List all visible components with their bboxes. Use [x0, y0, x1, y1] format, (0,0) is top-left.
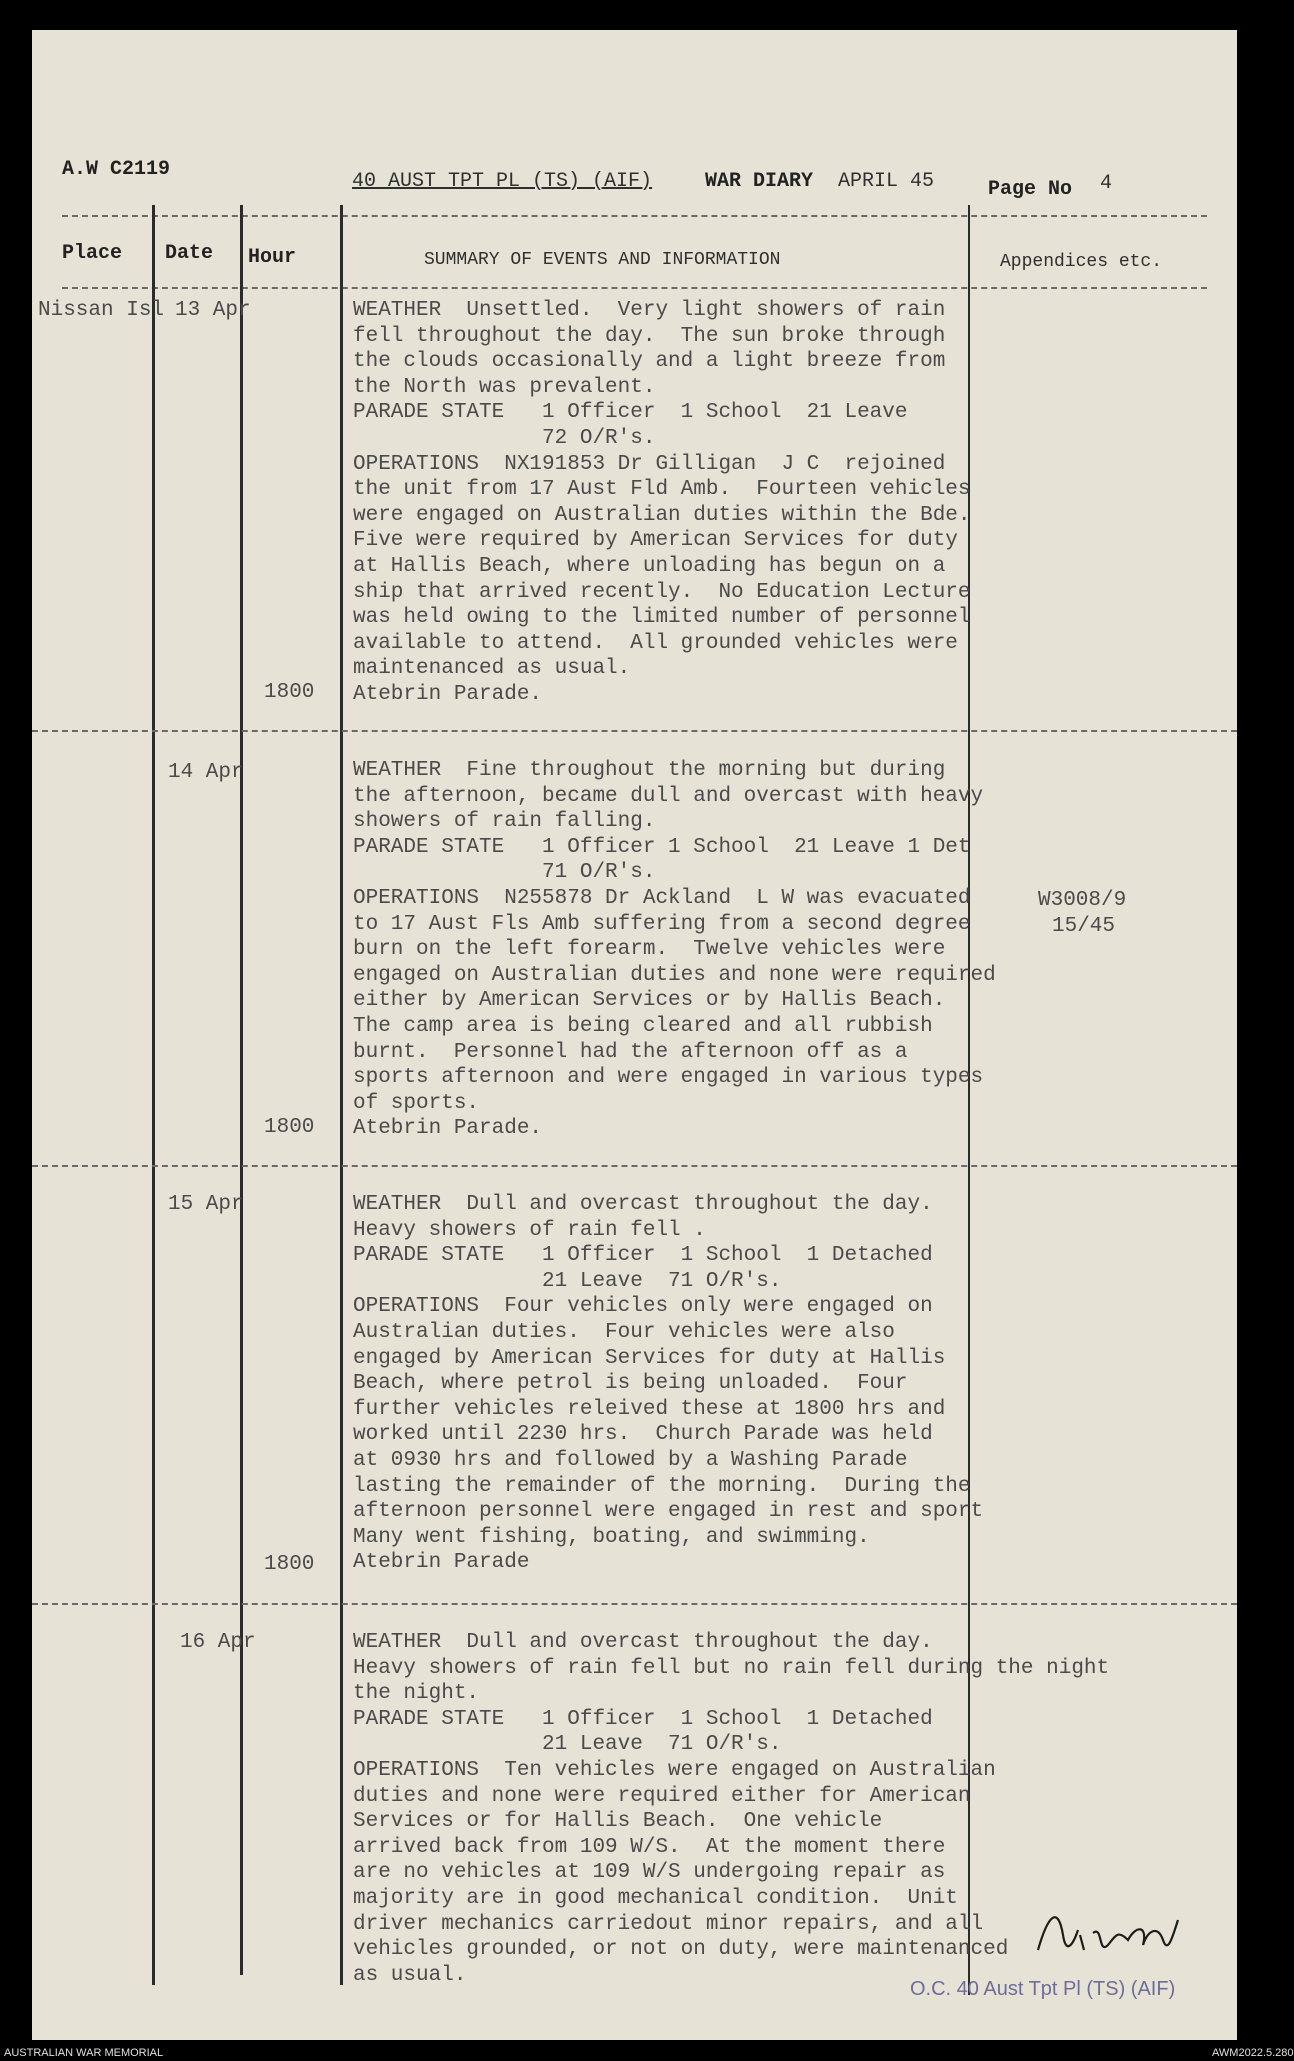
summary-line: WEATHER Dull and overcast throughout the day. — [353, 1193, 933, 1216]
summary-line: Heavy showers of rain fell but no rain fell during the night — [353, 1656, 1110, 1680]
entry-date: 13 Apr — [175, 299, 251, 322]
appendix-ref: 15/45 — [1052, 915, 1116, 938]
summary-line: OPERATIONS NX191853 Dr Gilligan J C rejoined — [353, 452, 946, 476]
col-divider-place — [152, 205, 155, 1985]
summary-line: Atebrin Parade. — [353, 1117, 543, 1141]
summary-line: OPERATIONS Ten vehicles were engaged on Australian — [353, 1758, 996, 1782]
summary-line: sports afternoon and were engaged in various types — [353, 1066, 984, 1090]
summary-line: Beach, where petrol is being unloaded. Four — [353, 1372, 908, 1396]
summary-line: maintenanced as usual. — [353, 657, 631, 681]
page-number: 4 — [1100, 172, 1113, 195]
summary-line: worked until 2230 hrs. Church Parade was held — [353, 1423, 933, 1447]
unit-title: 40 AUST TPT PL (TS) (AIF) — [352, 170, 653, 193]
summary-line: Atebrin Parade — [353, 1551, 530, 1575]
entry-date: 16 Apr — [180, 1631, 256, 1654]
col-divider-date — [240, 205, 243, 1975]
col-divider-hour — [340, 205, 343, 1985]
col-date: Date — [165, 242, 214, 265]
entry-separator — [32, 1603, 1237, 1605]
summary-line: engaged by American Services for duty at Hallis — [353, 1346, 946, 1370]
summary-line: PARADE STATE 1 Officer 1 School 1 Detached — [353, 1244, 933, 1268]
entry-separator — [32, 730, 1237, 732]
summary-line: further vehicles releived these at 1800 hrs and — [353, 1397, 946, 1421]
entry-hour: 1800 — [264, 1116, 315, 1139]
col-appendices: Appendices etc. — [1000, 252, 1163, 272]
summary-line: available to attend. All grounded vehicles were — [353, 631, 958, 655]
entry-place: Nissan Isl — [38, 299, 165, 322]
summary-line: Five were required by American Services for duty — [353, 529, 958, 553]
entry-summary — [353, 298, 971, 708]
summary-line: burn on the left forearm. Twelve vehicles were — [353, 938, 946, 962]
summary-line: WEATHER Fine throughout the morning but during — [353, 759, 946, 782]
summary-line: Australian duties. Four vehicles were also — [353, 1320, 895, 1344]
summary-line: PARADE STATE 1 Officer 1 School 21 Leave — [353, 401, 908, 425]
col-place: Place — [62, 242, 123, 265]
summary-line: Heavy showers of rain fell . — [353, 1218, 706, 1242]
summary-line: Services or for Hallis Beach. One vehicle — [353, 1810, 883, 1834]
summary-line: burnt. Personnel had the afternoon off as a — [353, 1040, 908, 1064]
summary-line: 71 O/R's. — [353, 861, 656, 885]
archive-ref: A.W C2119 — [62, 158, 171, 181]
summary-line: Many went fishing, boating, and swimming. — [353, 1525, 870, 1549]
appendix-ref: W3008/9 — [1038, 889, 1127, 912]
summary-line: 21 Leave 71 O/R's. — [353, 1269, 782, 1293]
summary-line: as usual. — [353, 1963, 467, 1987]
entry-summary — [353, 758, 996, 1142]
col-summary: SUMMARY OF EVENTS AND INFORMATION — [424, 250, 781, 270]
summary-line: are no vehicles at 109 W/S undergoing repair as — [353, 1861, 946, 1885]
footer-credit: AUSTRALIAN WAR MEMORIAL — [4, 2047, 164, 2059]
summary-line: ship that arrived recently. No Education Lecture — [353, 580, 971, 604]
summary-line: OPERATIONS N255878 Dr Ackland L W was evacuated — [353, 886, 971, 910]
handwritten-signature — [1018, 1895, 1188, 1975]
summary-line: arrived back from 109 W/S. At the moment there — [353, 1835, 946, 1859]
summary-line: vehicles grounded, or not on duty, were maintenanced — [353, 1938, 1009, 1962]
summary-line: duties and none were required either for American — [353, 1784, 971, 1808]
summary-line: PARADE STATE 1 Officer 1 School 1 Detached — [353, 1707, 933, 1731]
summary-line: the North was prevalent. — [353, 375, 656, 399]
entry-separator — [32, 1165, 1237, 1167]
summary-line: either by American Services or by Hallis Beach. — [353, 989, 946, 1013]
header-bottom-rule — [62, 287, 1207, 289]
summary-line: was held owing to the limited number of personnel — [353, 606, 971, 630]
summary-line: at Hallis Beach, where unloading has begun on a — [353, 554, 946, 578]
summary-line: the unit from 17 Aust Fld Amb. Fourteen vehicles — [353, 478, 971, 502]
summary-line: showers of rain falling. — [353, 810, 656, 834]
summary-line: the night. — [353, 1682, 480, 1706]
footer-ref: AWM2022.5.280 — [1212, 2047, 1294, 2059]
col-hour: Hour — [248, 246, 297, 269]
entry-summary — [353, 1192, 983, 1576]
header-top-rule — [62, 215, 1207, 217]
entry-date: 14 Apr — [168, 761, 244, 784]
summary-line: to 17 Aust Fls Amb suffering from a second degree — [353, 912, 971, 936]
summary-line: the afternoon, became dull and overcast with heavy — [353, 784, 984, 808]
summary-line: afternoon personnel were engaged in rest and sport — [353, 1500, 984, 1524]
month-label: APRIL 45 — [838, 170, 935, 193]
summary-line: PARADE STATE 1 Officer 1 School 21 Leave 1 Det — [353, 835, 971, 859]
diary-title: WAR DIARY — [705, 170, 814, 193]
summary-line: The camp area is being cleared and all rubbish — [353, 1014, 933, 1038]
entry-hour: 1800 — [264, 1553, 315, 1576]
entry-summary — [353, 1630, 1109, 1988]
summary-line: OPERATIONS Four vehicles only were engaged on — [353, 1295, 933, 1319]
summary-line: 72 O/R's. — [353, 426, 656, 450]
summary-line: at 0930 hrs and followed by a Washing Parade — [353, 1448, 908, 1472]
summary-line: of sports. — [353, 1091, 480, 1115]
summary-line: were engaged on Australian duties within the Bde. — [353, 503, 971, 527]
summary-line: engaged on Australian duties and none were required — [353, 963, 996, 987]
summary-line: 21 Leave 71 O/R's. — [353, 1733, 782, 1757]
summary-line: driver mechanics carriedout minor repairs, and all — [353, 1912, 984, 1936]
summary-line: lasting the remainder of the morning. During the — [353, 1474, 971, 1498]
entry-hour: 1800 — [264, 681, 315, 704]
summary-line: majority are in good mechanical condition. Unit — [353, 1886, 958, 1910]
summary-line: the clouds occasionally and a light breeze from — [353, 350, 946, 374]
summary-line: Atebrin Parade. — [353, 682, 543, 706]
summary-line: WEATHER Unsettled. Very light showers of rain — [353, 299, 946, 322]
unit-stamp: O.C. 40 Aust Tpt Pl (TS) (AIF) — [910, 1978, 1176, 2000]
entry-date: 15 Apr — [168, 1193, 244, 1216]
summary-line: fell throughout the day. The sun broke through — [353, 324, 946, 348]
page-label: Page No — [988, 178, 1073, 201]
summary-line: WEATHER Dull and overcast throughout the day. — [353, 1631, 933, 1654]
